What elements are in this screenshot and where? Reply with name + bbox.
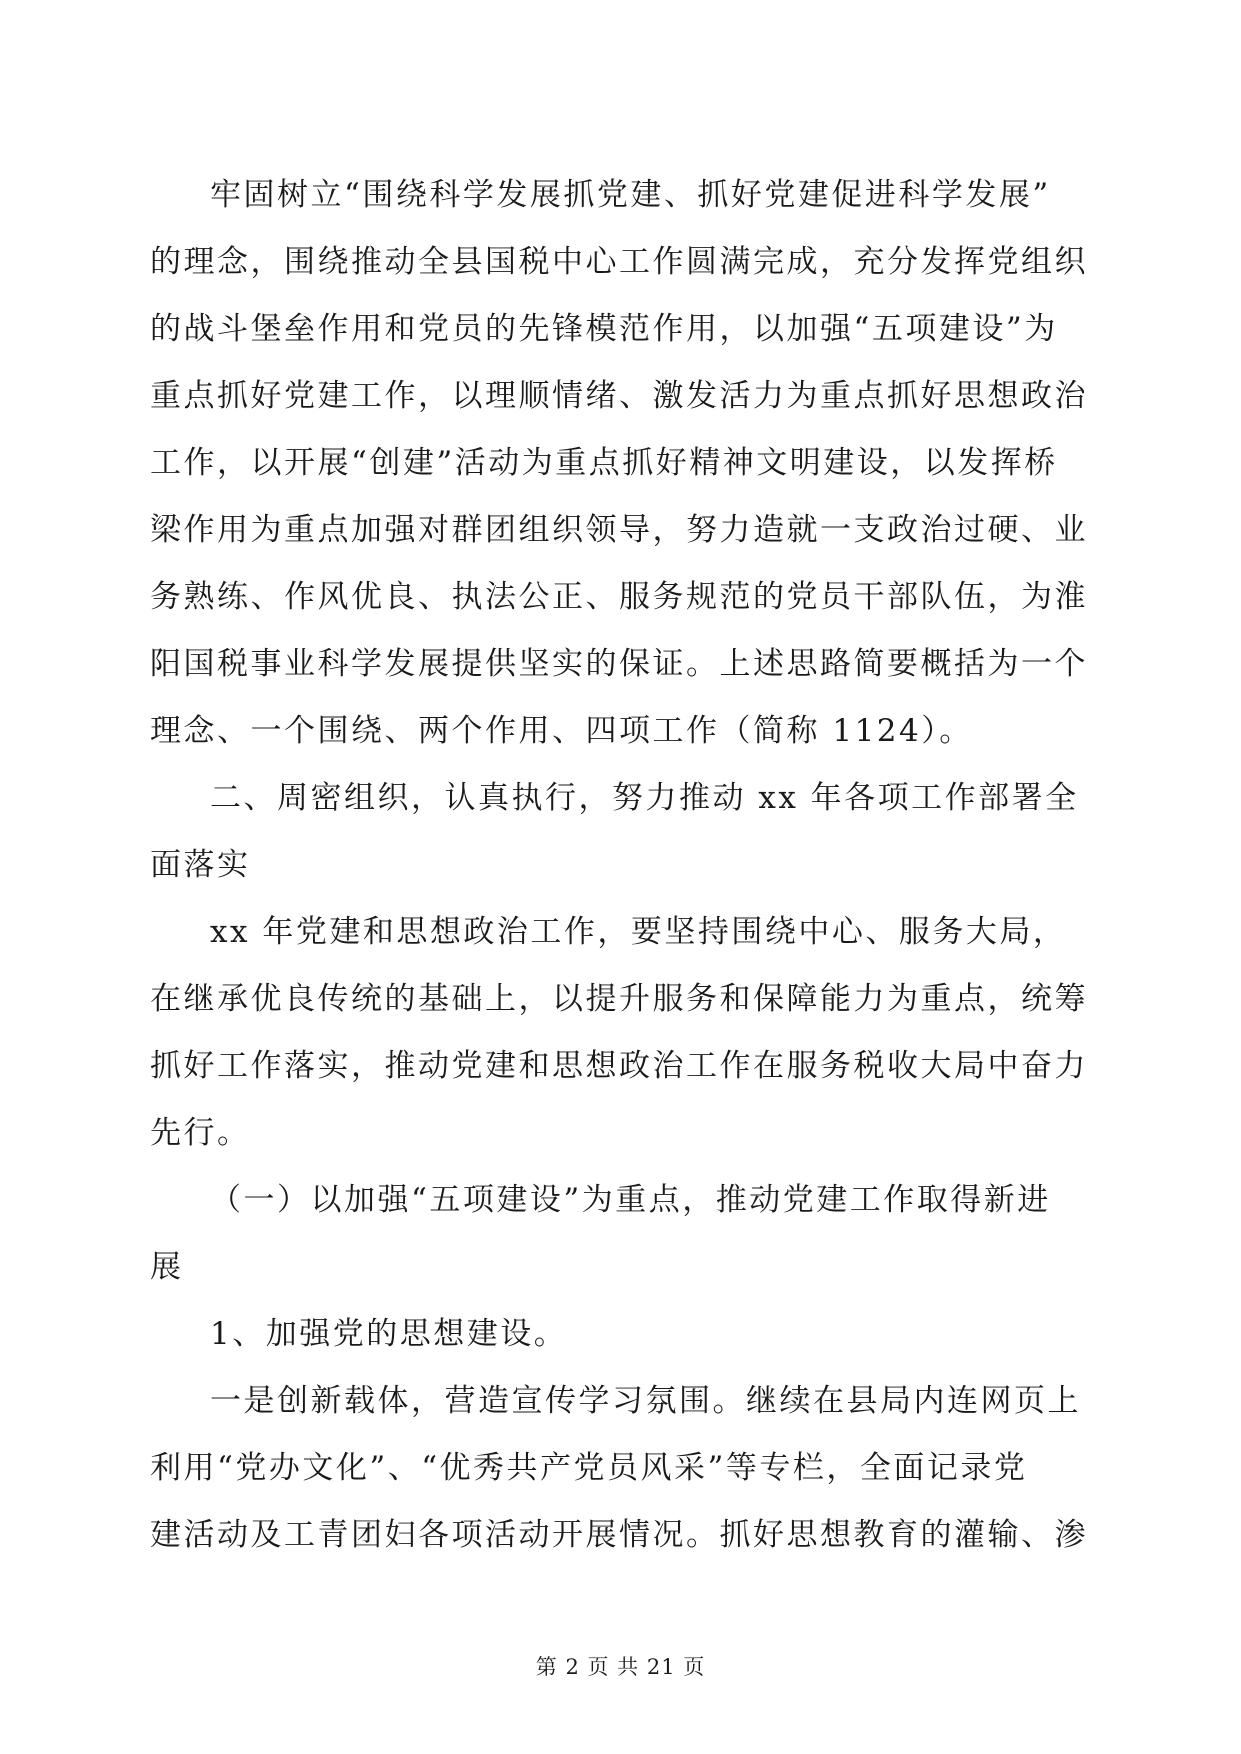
subsection-heading: （一）以加强“五项建设”为重点，推动党建工作取得新进 — [210, 1182, 1051, 1218]
body-line: 展 — [150, 1249, 184, 1285]
body-line: 牢固树立“围绕科学发展抓党建、抓好党建促进科学发展” — [210, 177, 1051, 213]
body-line: 一是创新载体，营造宣传学习氛围。继续在县局内连网页上 — [210, 1383, 1081, 1419]
body-line: 阳国税事业科学发展提供坚实的保证。上述思路简要概括为一个 — [150, 646, 1088, 682]
body-line: 梁作用为重点加强对群团组织领导，努力造就一支政治过硬、业 — [150, 512, 1088, 548]
body-line: 工作，以开展“创建”活动为重点抓好精神文明建设，以发挥桥 — [150, 445, 1058, 481]
body-line: 先行。 — [150, 1115, 251, 1151]
body-line: 理念、一个围绕、两个作用、四项工作（简称 1124）。 — [150, 713, 973, 749]
body-line: 重点抓好党建工作，以理顺情绪、激发活力为重点抓好思想政治 — [150, 378, 1088, 414]
body-line: 务熟练、作风优良、执法公正、服务规范的党员干部队伍，为淮 — [150, 579, 1088, 615]
body-line: 的理念，围绕推动全县国税中心工作圆满完成，充分发挥党组织 — [150, 244, 1088, 280]
body-line: xx 年党建和思想政治工作，要坚持围绕中心、服务大局， — [210, 914, 1067, 950]
body-line: 利用“党办文化”、“优秀共产党员风采”等专栏，全面记录党 — [150, 1450, 1028, 1486]
page-number: 第 2 页 共 21 页 — [535, 1655, 706, 1679]
section-heading: 二、周密组织，认真执行，努力推动 xx 年各项工作部署全 — [210, 780, 1079, 816]
body-line: 建活动及工青团妇各项活动开展情况。抓好思想教育的灌输、渗 — [150, 1517, 1088, 1553]
body-line: 的战斗堡垒作用和党员的先锋模范作用，以加强“五项建设”为 — [150, 311, 1058, 347]
body-line: 抓好工作落实，推动党建和思想政治工作在服务税收大局中奋力 — [150, 1048, 1088, 1084]
body-line: 在继承优良传统的基础上，以提升服务和保障能力为重点，统筹 — [150, 981, 1088, 1017]
numbered-heading: 1、加强党的思想建设。 — [210, 1316, 568, 1352]
section-heading: 面落实 — [150, 847, 251, 883]
